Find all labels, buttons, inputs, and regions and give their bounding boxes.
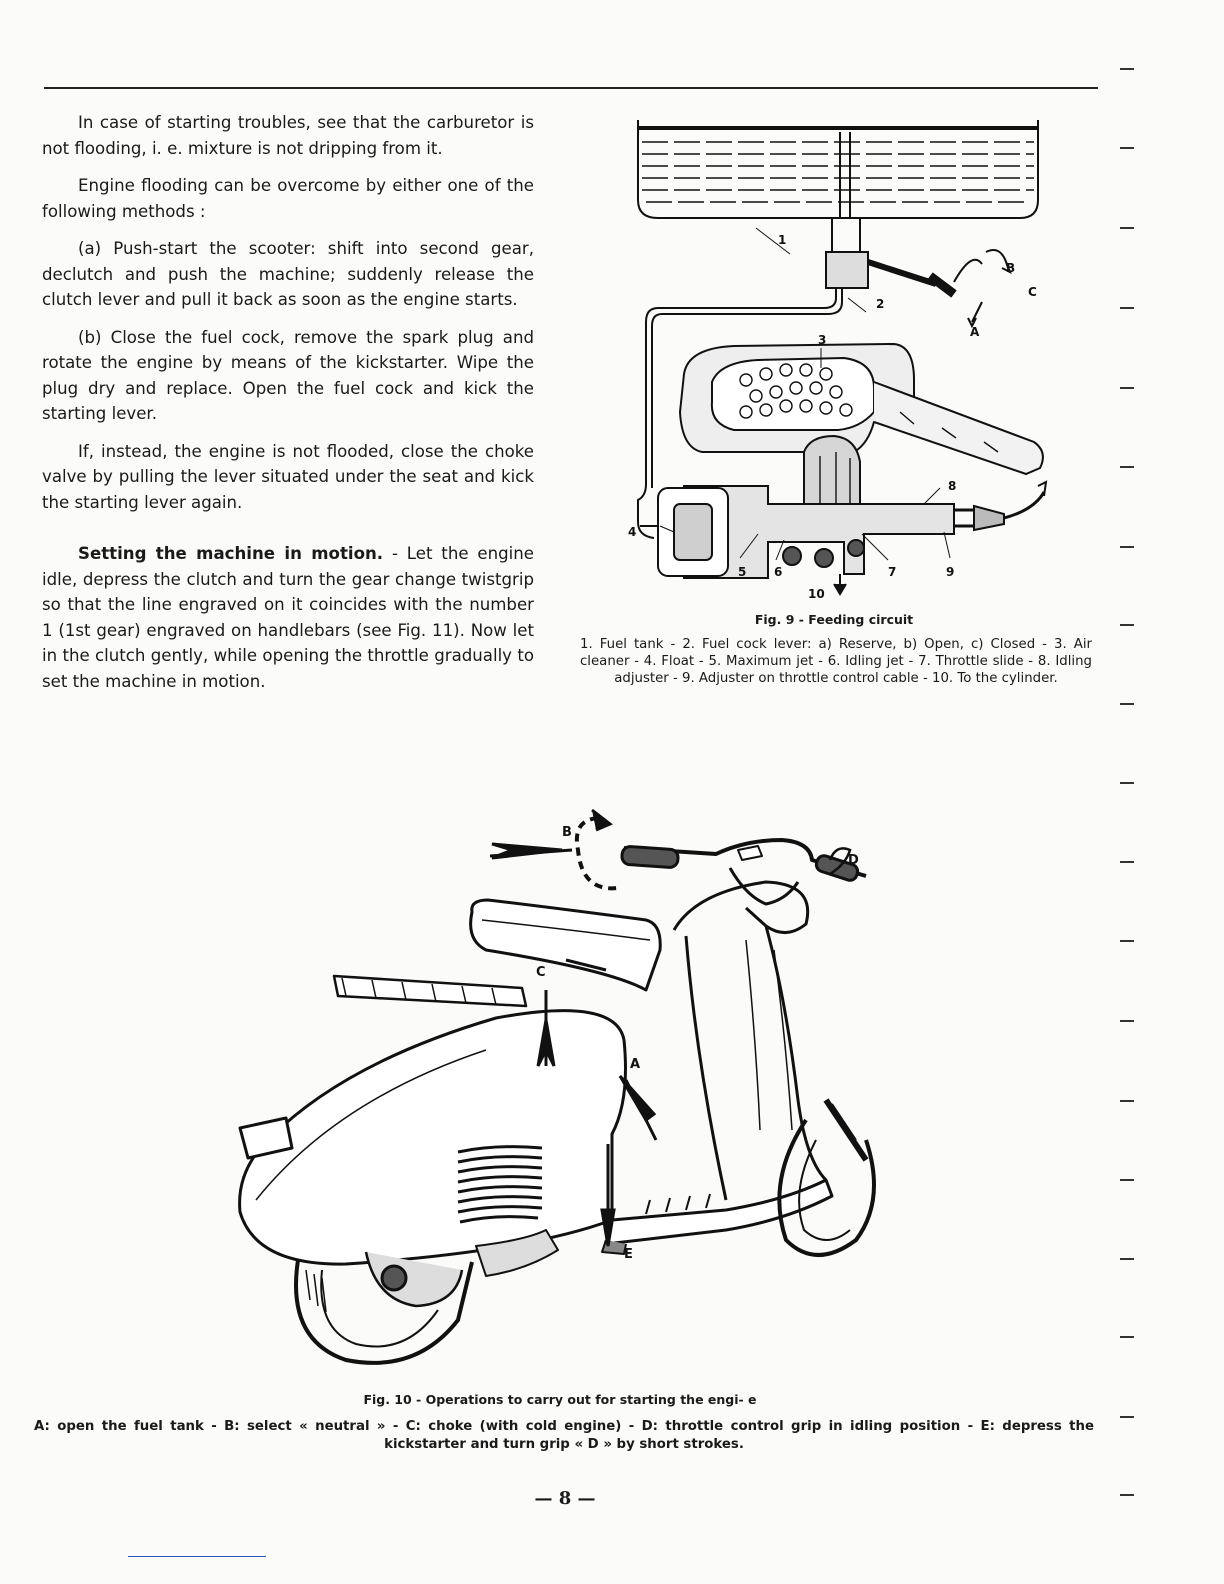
body-text: [42, 110, 534, 706]
fig10-label-c: C: [536, 965, 546, 980]
margin-ticks: [1120, 0, 1140, 1584]
link-underline: [128, 1556, 266, 1557]
label-3: 3: [818, 333, 827, 347]
paragraph: Engine flooding can be overcome by either one of the following methods :: [42, 176, 534, 221]
label-9: 9: [946, 565, 955, 579]
fig9-caption: 1. Fuel tank - 2. Fuel cock lever: a) Reserve, b) Open, c) Closed - 3. Air cleaner - 4. Float - 5. Maximum jet - 6. Idling jet - 7. Throttle slide - 8. Idling adjuster - 9. Adjuster on throttle control cable - 10. To the cylinder.: [580, 637, 1092, 686]
section-heading: Setting the machine in motion.: [78, 544, 384, 563]
paragraph: If, instead, the engine is not flooded, close the choke valve by pulling the lever situated under the seat and kick the starting lever again.: [42, 441, 534, 512]
paragraph: In case of starting troubles, see that the carburetor is not flooding, i. e. mixture is not dripping from it.: [42, 113, 534, 158]
label-10: 10: [808, 587, 825, 601]
label-2: 2: [876, 297, 885, 311]
fig10-label-a: A: [630, 1057, 641, 1072]
label-a: A: [970, 325, 980, 339]
paragraph: (a) Push-start the scooter: shift into second gear, declutch and push the machine; suddenly release the clutch lever and pull it back as soon as the engine starts.: [42, 239, 534, 309]
fig9-title: Fig. 9 - Feeding circuit: [754, 612, 914, 627]
scooter-illustration: [226, 800, 906, 1380]
fig10-caption: A: open the fuel tank - B: select « neutral » - C: choke (with cold engine) - D: throttle control grip in idling position - E: depress the kickstarter and turn grip « D » by short strokes.: [34, 1419, 1094, 1452]
feeding-circuit-illustration: [624, 112, 1064, 602]
paragraph: Setting the machine in motion. - Let the engine idle, depress the clutch and turn the gear change twistgrip so that the line engraved on it coincides with the number 1 (1st gear) engraved on handlebars (see Fig. 11). Now let in the clutch gently, while opening the throttle gradually to set the machine in motion.: [42, 544, 534, 691]
label-c: C: [1028, 285, 1037, 299]
top-rule: [44, 87, 1098, 89]
label-b: B: [1006, 261, 1016, 275]
paragraph: (b) Close the fuel cock, remove the spark plug and rotate the engine by means of the kickstarter. Wipe the plug dry and replace. Open the fuel cock and kick the starting lever.: [42, 327, 534, 423]
label-5: 5: [738, 565, 747, 579]
page-number: — 8 —: [534, 1488, 596, 1509]
fig10-title: Fig. 10 - Operations to carry out for starting the engi- e: [363, 1392, 757, 1407]
label-6: 6: [774, 565, 783, 579]
label-7: 7: [888, 565, 897, 579]
label-8: 8: [948, 479, 957, 493]
fig10-label-e: E: [624, 1247, 633, 1262]
label-1: 1: [778, 233, 787, 247]
fig10-label-b: B: [562, 825, 572, 840]
fig10-label-d: D: [848, 853, 859, 868]
label-4: 4: [628, 525, 637, 539]
